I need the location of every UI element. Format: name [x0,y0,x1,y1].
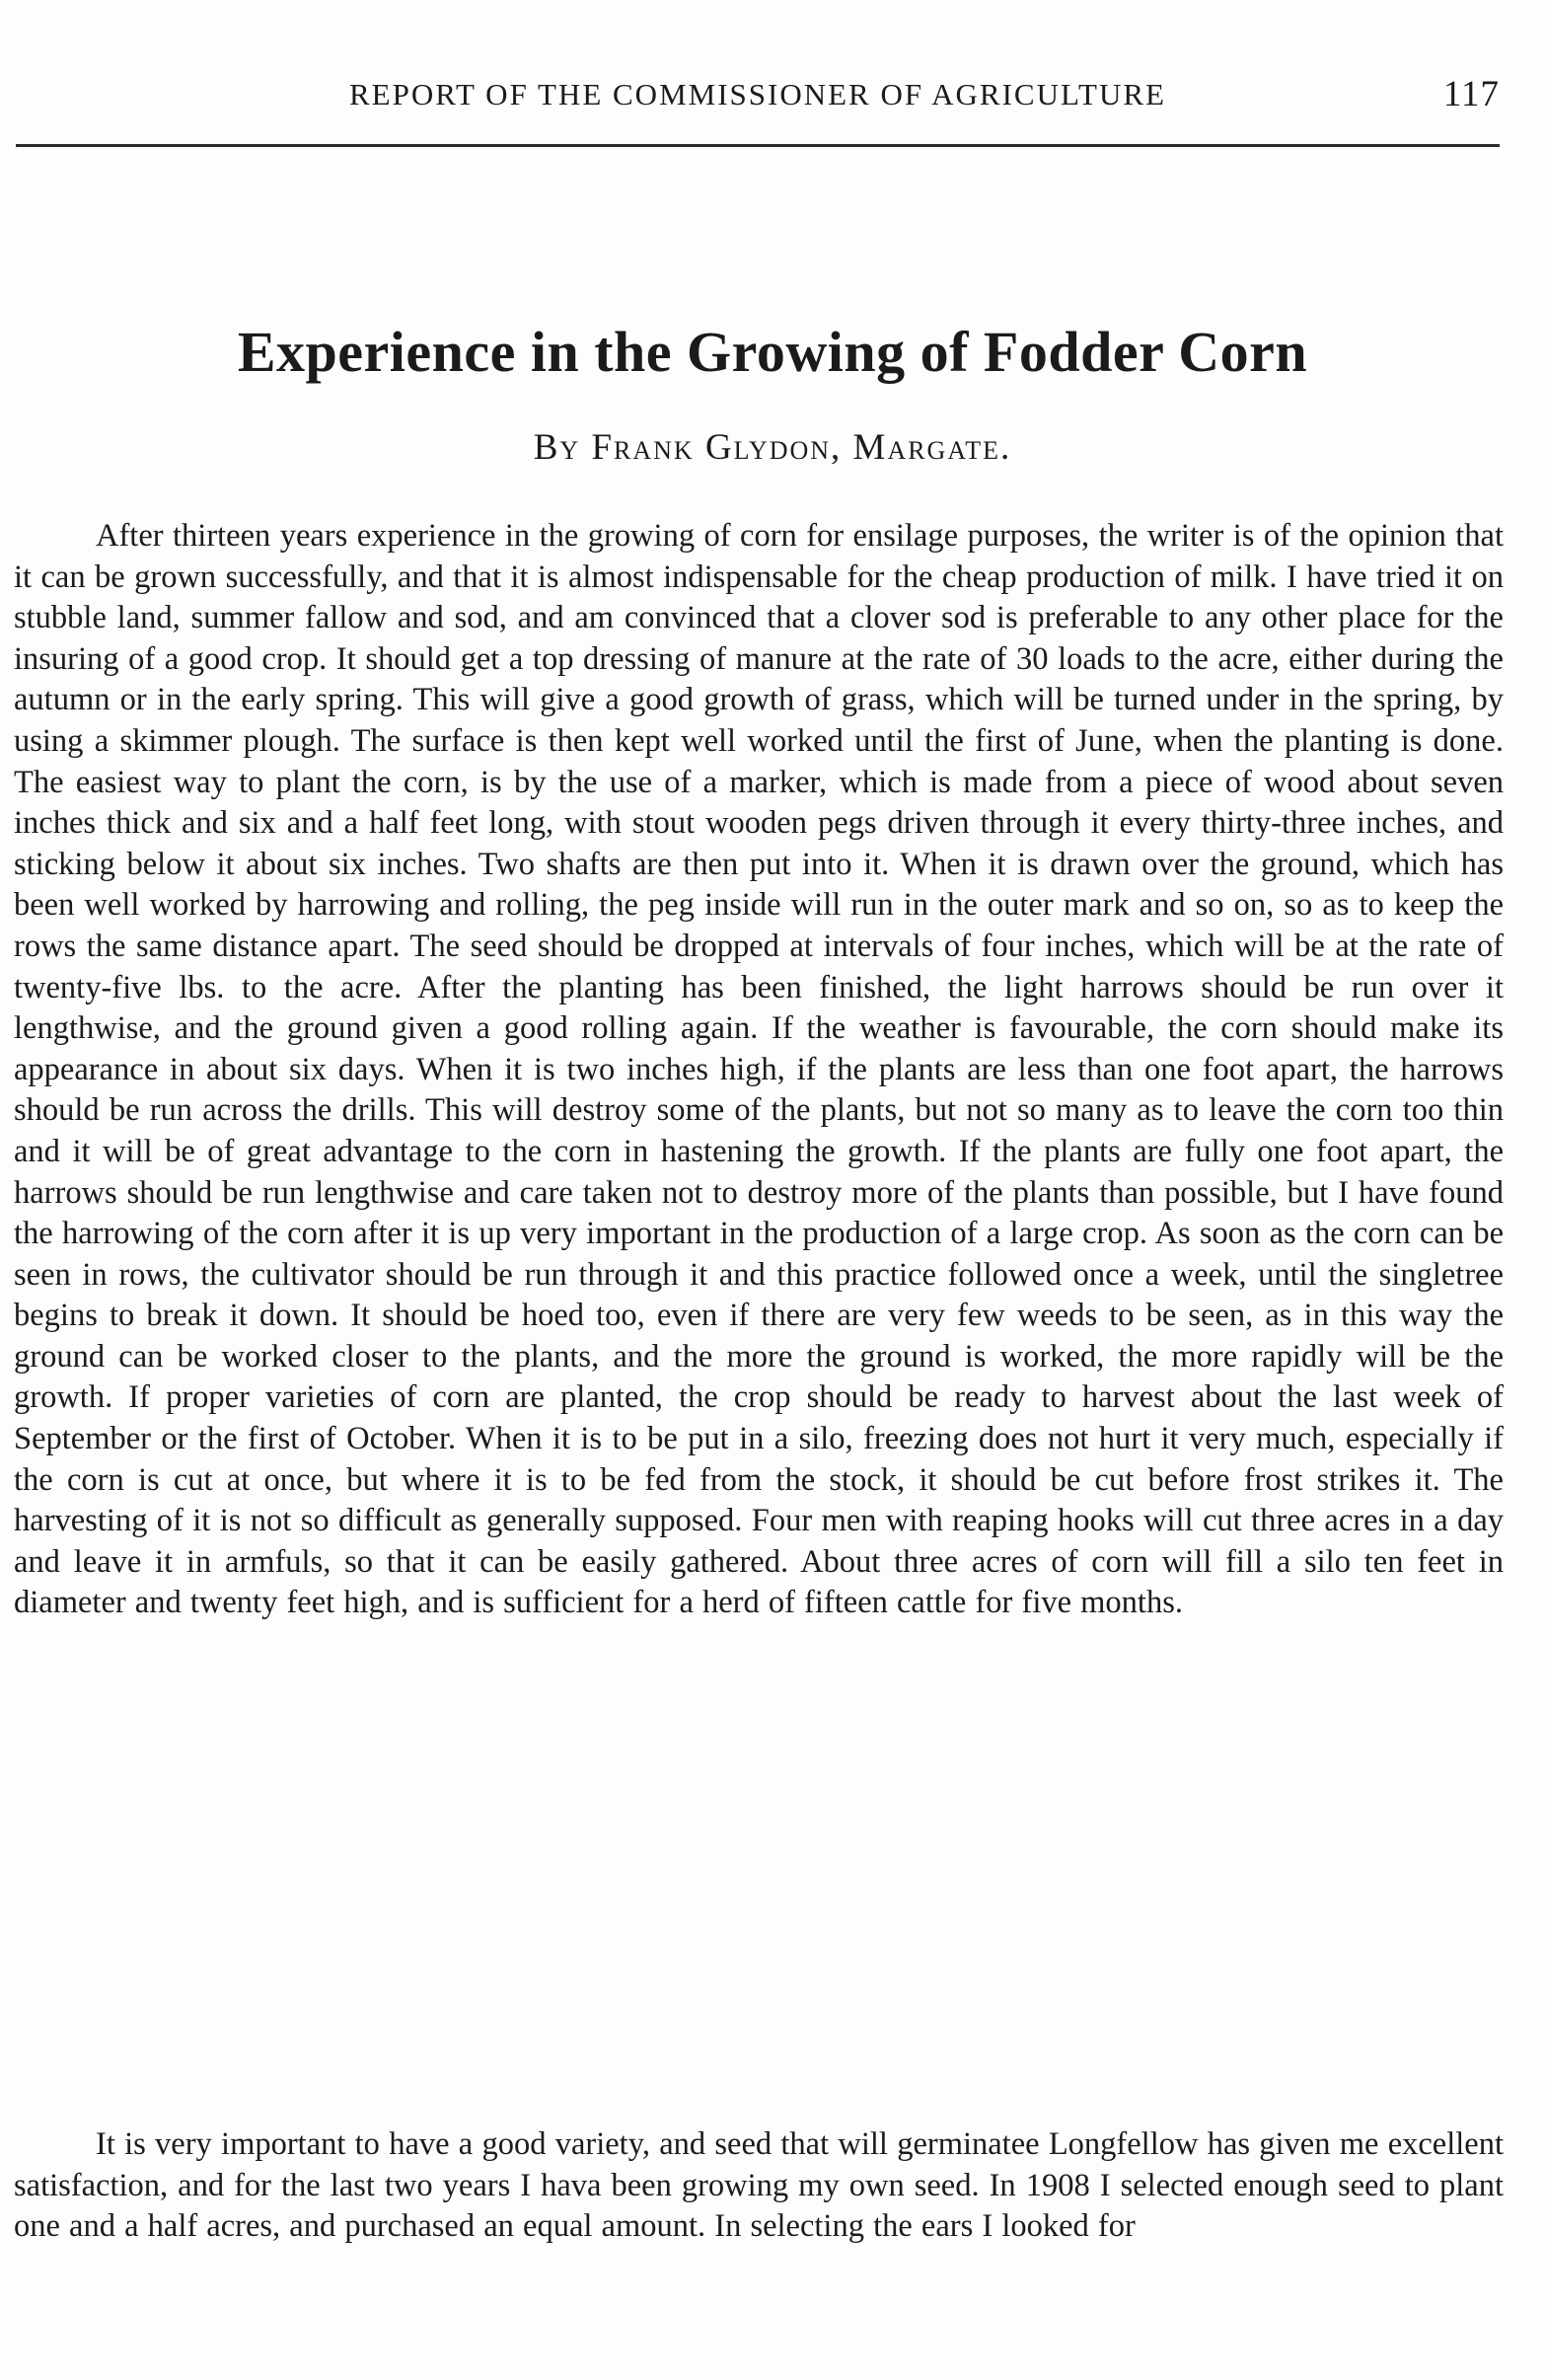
article-title: Experience in the Growing of Fodder Corn [237,320,1308,384]
article-byline: By Frank Glydon, Margate. [533,427,1012,468]
header-rule [16,144,1500,147]
body-paragraph-1: After thirteen years experience in the growing of corn for ensilage purposes, the writer is of the opinion that it can be grown successfully, and that it is almost indispensable for the cheap production of milk. I have tried it on stubble land, summer fallow and sod, and am convinced that a clover sod is preferable to any other place for the insuring of a good crop. It should get a top dressing of manure at the rate of 30 loads to the acre, either during the autumn or in the early spring. This will give a good growth of grass, which will be turned under in the spring, by using a skimmer plough. The surface is then kept well worked until the first of June, when the planting is done. The easiest way to plant the corn, is by the use of a marker, which is made from a piece of wood about seven inches thick and six and a half feet long, with stout wooden pegs driven through it every thirty-three inches, and sticking below it about six inches. Two shafts are then put into it. When it is drawn over the ground, which has been well worked by harrowing and rolling, the peg inside will run in the outer mark and so on, so as to keep the rows the same distance apart. The seed should be dropped at intervals of four inches, which will be at the rate of twenty-five lbs. to the acre. After the planting has been finished, the light harrows should be run over it lengthwise, and the ground given a good rolling again. If the weather is favourable, the corn should make its appearance in about six days. When it is two inches high, if the plants are less than one foot apart, the harrows should be run across the drills. This will destroy some of the plants, but not so many as to leave the corn too thin and it will be of great advantage to the corn in hastening the growth. If the plants are fully one foot apart, the harrows should be run lengthwise and care taken not to destroy more of the plants than possible, but I have found the harrowing of the corn after it is up very important in the production of a large crop. As soon as the corn can be seen in rows, the cultivator should be run through it and this practice followed once a week, until the singletree begins to break it down. It should be hoed too, even if there are very few weeds to be seen, as in this way the ground can be worked closer to the plants, and the more the ground is worked, the more rapidly will be the growth. If proper varieties of corn are planted, the crop should be ready to harvest about the last week of September or the first of October. When it is to be put in a silo, freezing does not hurt it very much, especially if the corn is cut at once, but where it is to be fed from the stock, it should be cut before frost strikes it. The harvesting of it is not so difficult as generally supposed. Four men with reaping hooks will cut three acres in a day and leave it in armfuls, so that it can be easily gathered. About three acres of corn will fill a silo ten feet in diameter and twenty feet high, and is sufficient for a herd of fifteen cattle for five months. [14,518,1504,1621]
page-number: 117 [1442,74,1500,114]
body-paragraph-2: It is very important to have a good variety, and seed that will germinatee Longfellow has given me excellent satisfaction, and for the last two years I hava been growing my own seed. In 1908 I selected enough seed to plant one and a half acres, and purchased an equal amount. In selecting the ears I looked for [14,2126,1504,2245]
running-title: REPORT OF THE COMMISSIONER OF AGRICULTURE [349,77,1166,112]
running-header [16,75,1500,134]
